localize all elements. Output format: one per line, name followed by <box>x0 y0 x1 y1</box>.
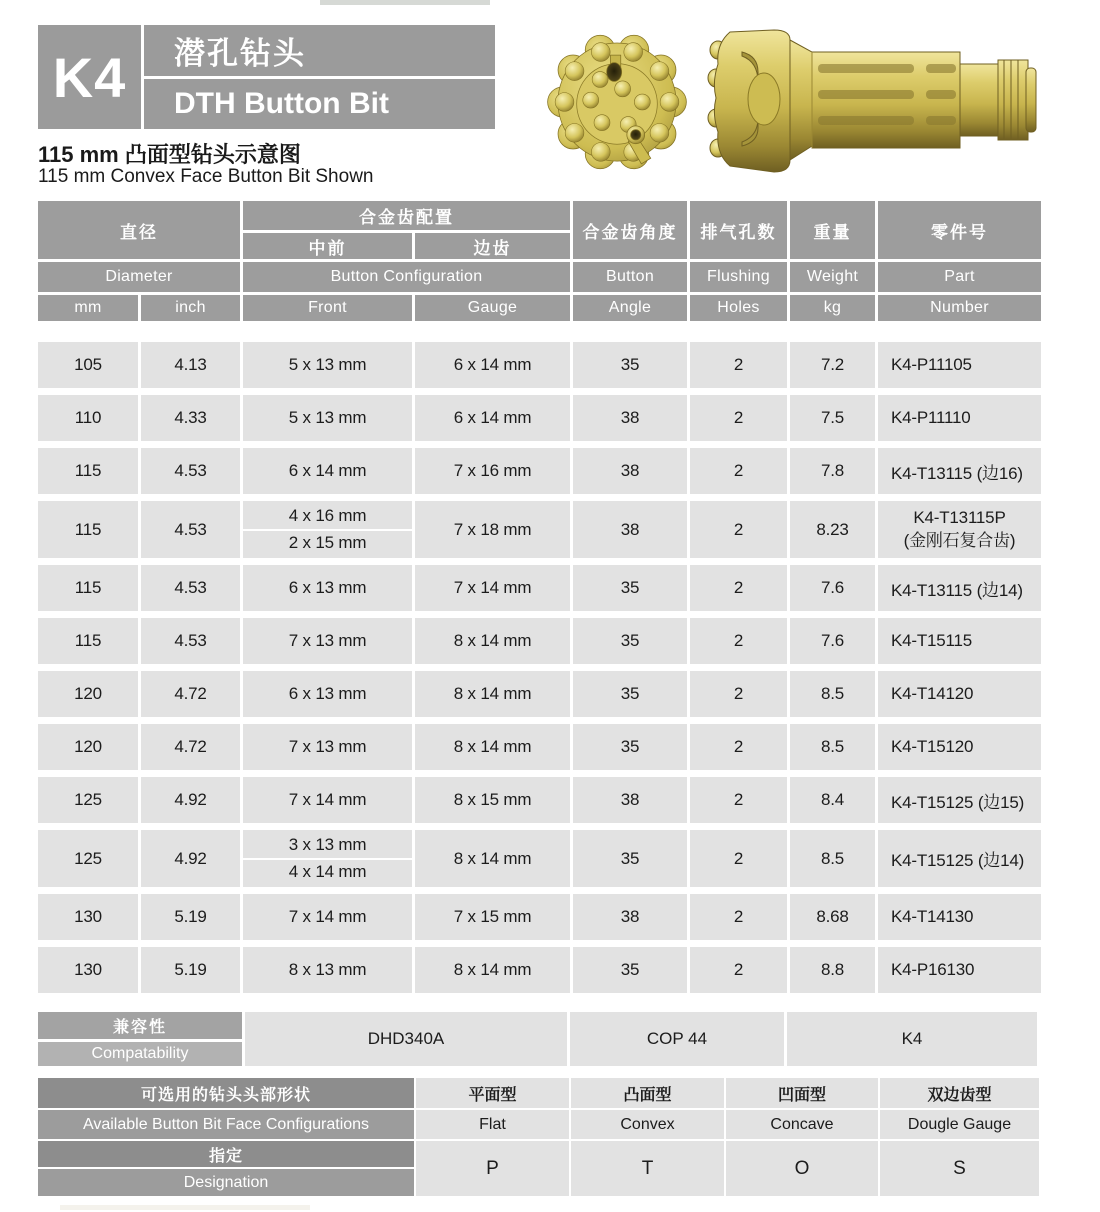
cell-front: 3 x 13 mm 4 x 14 mm <box>243 830 412 887</box>
spec-row <box>38 947 1041 993</box>
cell-angle: 38 <box>573 501 687 558</box>
col-header-kg: kg <box>790 295 875 321</box>
cell-holes: 2 <box>690 395 787 441</box>
cell-part-number: K4-P16130 <box>878 947 1041 993</box>
col-header-flushing-zh: 排气孔数 <box>690 201 787 259</box>
face-type-en: Convex <box>571 1110 724 1139</box>
cell-part-number: K4-P11110 <box>878 395 1041 441</box>
col-header-angle-zh: 合金齿角度 <box>573 201 687 259</box>
col-header-number: Number <box>878 295 1041 321</box>
col-header-front-zh: 中前 <box>243 233 412 259</box>
cell-angle: 38 <box>573 777 687 823</box>
designation-letter: O <box>726 1141 878 1196</box>
cell-holes: 2 <box>690 618 787 664</box>
face-config-label-zh: 可选用的钻头头部形状 <box>38 1078 414 1108</box>
cell-gauge: 8 x 14 mm <box>415 618 570 664</box>
cell-diameter-inch: 5.19 <box>141 894 240 940</box>
cell-diameter-inch: 4.53 <box>141 448 240 494</box>
cell-diameter-inch: 4.53 <box>141 565 240 611</box>
col-header-flushing: Flushing <box>690 262 787 292</box>
cell-angle: 35 <box>573 671 687 717</box>
cell-diameter-mm: 120 <box>38 724 138 770</box>
cell-front: 7 x 14 mm <box>243 777 412 823</box>
cell-diameter-inch: 4.53 <box>141 618 240 664</box>
cell-front: 5 x 13 mm <box>243 395 412 441</box>
designation-letter: S <box>880 1141 1039 1196</box>
compatibility-label-en: Compatability <box>38 1042 242 1066</box>
col-header-weight-zh: 重量 <box>790 201 875 259</box>
col-header-weight: Weight <box>790 262 875 292</box>
spec-row <box>38 395 1041 441</box>
cell-gauge: 6 x 14 mm <box>415 342 570 388</box>
spec-row <box>38 618 1041 664</box>
cell-weight: 7.2 <box>790 342 875 388</box>
spec-row <box>38 671 1041 717</box>
cell-front: 6 x 13 mm <box>243 565 412 611</box>
cell-front: 7 x 13 mm <box>243 618 412 664</box>
cell-part-number: K4-T13115P (金刚石复合齿) <box>878 501 1041 558</box>
cell-part-number: K4-T13115 (边16) <box>878 448 1041 494</box>
cell-diameter-mm: 125 <box>38 777 138 823</box>
cell-part-number: K4-T15120 <box>878 724 1041 770</box>
face-type-zh: 凹面型 <box>726 1078 878 1108</box>
spec-row <box>38 501 1041 558</box>
col-header-angle: Angle <box>573 295 687 321</box>
designation-label-en: Designation <box>38 1169 414 1196</box>
compatibility-value: K4 <box>787 1012 1037 1066</box>
cell-diameter-inch: 4.33 <box>141 395 240 441</box>
drill-bit-face-image <box>542 26 692 178</box>
face-type-en: Concave <box>726 1110 878 1139</box>
col-header-inch: inch <box>141 295 240 321</box>
spec-table-rows <box>38 342 1041 1000</box>
cell-diameter-mm: 125 <box>38 830 138 887</box>
spec-row <box>38 342 1041 388</box>
spec-row <box>38 724 1041 770</box>
cell-diameter-mm: 130 <box>38 894 138 940</box>
compatibility-label <box>38 1012 242 1066</box>
designation-letter: P <box>416 1141 569 1196</box>
cell-gauge: 7 x 18 mm <box>415 501 570 558</box>
page-bottom-cut-fragment <box>60 1205 310 1210</box>
cell-weight: 8.8 <box>790 947 875 993</box>
cell-diameter-inch: 4.53 <box>141 501 240 558</box>
cell-front: 5 x 13 mm <box>243 342 412 388</box>
cell-front: 6 x 14 mm <box>243 448 412 494</box>
cell-weight: 7.6 <box>790 565 875 611</box>
cell-gauge: 6 x 14 mm <box>415 395 570 441</box>
spec-row <box>38 830 1041 887</box>
cell-front: 8 x 13 mm <box>243 947 412 993</box>
page-top-cut-fragment <box>320 0 490 5</box>
cell-holes: 2 <box>690 894 787 940</box>
face-type-zh: 凸面型 <box>571 1078 724 1108</box>
cell-diameter-mm: 120 <box>38 671 138 717</box>
cell-part-number: K4-P11105 <box>878 342 1041 388</box>
spec-table-header <box>38 201 1041 321</box>
spec-row <box>38 565 1041 611</box>
cell-gauge: 7 x 16 mm <box>415 448 570 494</box>
cell-weight: 7.6 <box>790 618 875 664</box>
face-configuration-table <box>38 1078 1039 1196</box>
caption-en: 115 mm Convex Face Button Bit Shown <box>38 166 374 187</box>
spec-row <box>38 448 1041 494</box>
face-type-zh: 平面型 <box>416 1078 569 1108</box>
cell-angle: 35 <box>573 342 687 388</box>
cell-angle: 35 <box>573 565 687 611</box>
cell-weight: 8.5 <box>790 671 875 717</box>
cell-diameter-mm: 115 <box>38 565 138 611</box>
face-type-zh: 双边齿型 <box>880 1078 1039 1108</box>
col-header-part-zh: 零件号 <box>878 201 1041 259</box>
cell-angle: 38 <box>573 395 687 441</box>
title-bars <box>144 25 495 129</box>
face-type-en: Flat <box>416 1110 569 1139</box>
cell-gauge: 8 x 14 mm <box>415 671 570 717</box>
cell-gauge: 8 x 14 mm <box>415 830 570 887</box>
caption-zh: 115 mm 凸面型钻头示意图 <box>38 142 301 167</box>
cell-holes: 2 <box>690 565 787 611</box>
cell-part-number: K4-T14130 <box>878 894 1041 940</box>
col-header-gauge-zh: 边齿 <box>415 233 570 259</box>
product-title-zh: 潜孔钻头 <box>144 25 495 76</box>
cell-diameter-inch: 5.19 <box>141 947 240 993</box>
cell-angle: 35 <box>573 724 687 770</box>
cell-diameter-mm: 130 <box>38 947 138 993</box>
cell-angle: 35 <box>573 830 687 887</box>
cell-weight: 8.5 <box>790 724 875 770</box>
designation-letter: T <box>571 1141 724 1196</box>
cell-front: 4 x 16 mm 2 x 15 mm <box>243 501 412 558</box>
cell-weight: 7.8 <box>790 448 875 494</box>
cell-front: 7 x 14 mm <box>243 894 412 940</box>
cell-holes: 2 <box>690 501 787 558</box>
cell-weight: 7.5 <box>790 395 875 441</box>
cell-diameter-inch: 4.72 <box>141 671 240 717</box>
cell-part-number: K4-T15115 <box>878 618 1041 664</box>
cell-diameter-inch: 4.92 <box>141 830 240 887</box>
cell-holes: 2 <box>690 830 787 887</box>
compatibility-value: DHD340A <box>245 1012 567 1066</box>
col-header-button: Button <box>573 262 687 292</box>
compatibility-value: COP 44 <box>570 1012 784 1066</box>
cell-holes: 2 <box>690 724 787 770</box>
cell-part-number: K4-T13115 (边14) <box>878 565 1041 611</box>
cell-gauge: 8 x 15 mm <box>415 777 570 823</box>
cell-holes: 2 <box>690 947 787 993</box>
cell-part-number: K4-T14120 <box>878 671 1041 717</box>
cell-holes: 2 <box>690 342 787 388</box>
cell-angle: 38 <box>573 448 687 494</box>
cell-diameter-mm: 115 <box>38 501 138 558</box>
cell-part-number: K4-T15125 (边14) <box>878 830 1041 887</box>
spec-row <box>38 777 1041 823</box>
spec-row <box>38 894 1041 940</box>
col-header-part: Part <box>878 262 1041 292</box>
col-header-config-en: Button Configuration <box>243 262 570 292</box>
cell-part-number: K4-T15125 (边15) <box>878 777 1041 823</box>
cell-diameter-mm: 115 <box>38 618 138 664</box>
col-header-gauge: Gauge <box>415 295 570 321</box>
drill-bit-face-svg <box>542 26 692 178</box>
cell-diameter-mm: 105 <box>38 342 138 388</box>
product-title-en: DTH Button Bit <box>144 79 495 129</box>
cell-weight: 8.68 <box>790 894 875 940</box>
cell-diameter-mm: 115 <box>38 448 138 494</box>
cell-weight: 8.23 <box>790 501 875 558</box>
cell-diameter-inch: 4.72 <box>141 724 240 770</box>
cell-gauge: 7 x 14 mm <box>415 565 570 611</box>
cell-diameter-inch: 4.92 <box>141 777 240 823</box>
model-badge: K4 <box>38 25 141 129</box>
compatibility-section <box>38 1012 1037 1066</box>
compatibility-label-zh: 兼容性 <box>38 1012 242 1039</box>
cell-front: 7 x 13 mm <box>243 724 412 770</box>
cell-holes: 2 <box>690 448 787 494</box>
cell-angle: 35 <box>573 947 687 993</box>
cell-diameter-inch: 4.13 <box>141 342 240 388</box>
drill-bit-side-svg <box>702 22 1042 178</box>
col-header-mm: mm <box>38 295 138 321</box>
cell-diameter-mm: 110 <box>38 395 138 441</box>
face-type-en: Dougle Gauge <box>880 1110 1039 1139</box>
title-block <box>38 25 495 129</box>
cell-angle: 38 <box>573 894 687 940</box>
designation-label-zh: 指定 <box>38 1141 414 1167</box>
cell-holes: 2 <box>690 777 787 823</box>
col-header-diameter-zh: 直径 <box>38 201 240 259</box>
col-header-holes: Holes <box>690 295 787 321</box>
col-header-diameter-en: Diameter <box>38 262 240 292</box>
cell-gauge: 8 x 14 mm <box>415 724 570 770</box>
cell-holes: 2 <box>690 671 787 717</box>
col-header-config-zh: 合金齿配置 <box>243 201 570 230</box>
cell-gauge: 7 x 15 mm <box>415 894 570 940</box>
drill-bit-side-image <box>702 22 1042 178</box>
col-header-front: Front <box>243 295 412 321</box>
cell-gauge: 8 x 14 mm <box>415 947 570 993</box>
cell-weight: 8.5 <box>790 830 875 887</box>
face-config-label-en: Available Button Bit Face Configurations <box>38 1110 414 1139</box>
cell-angle: 35 <box>573 618 687 664</box>
cell-front: 6 x 13 mm <box>243 671 412 717</box>
cell-weight: 8.4 <box>790 777 875 823</box>
